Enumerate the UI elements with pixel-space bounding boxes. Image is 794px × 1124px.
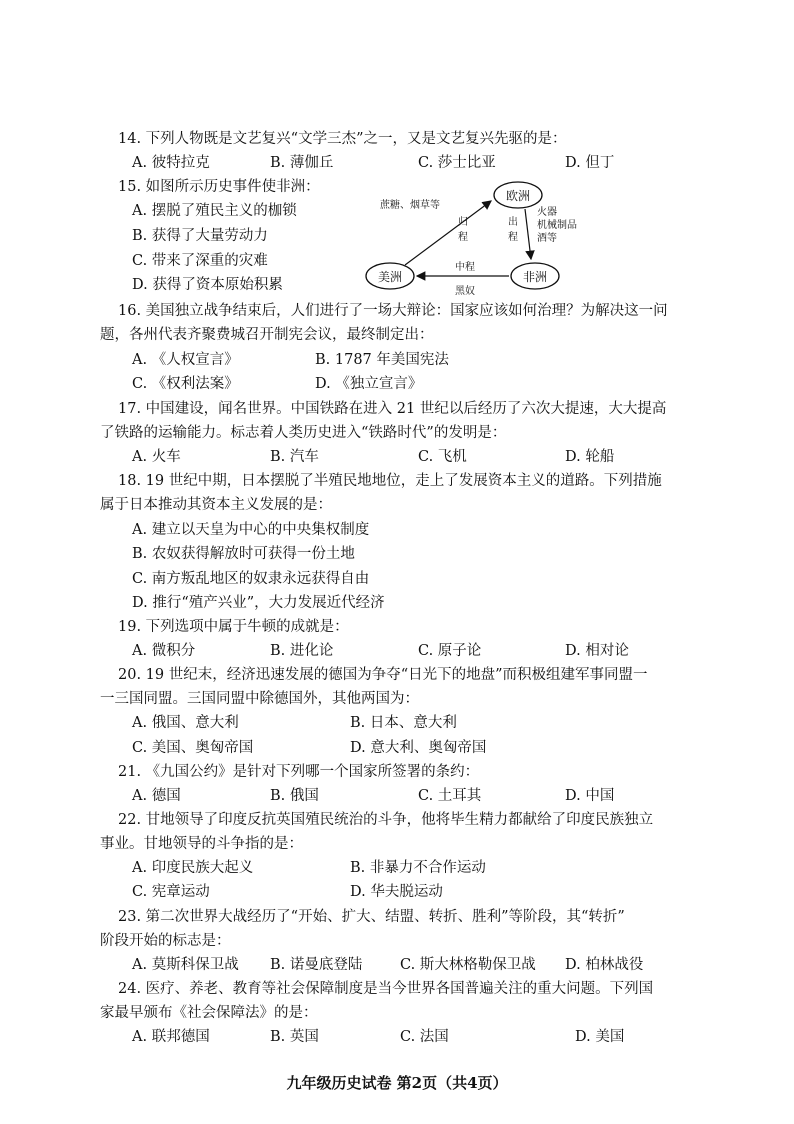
page-footer: 九年级历史试卷 第2页（共4页）: [286, 1074, 508, 1092]
question-21-option-a: A. 德国: [132, 788, 181, 804]
question-16-stem-line1: 16. 美国独立战争结束后，人们进行了一场大辩论：国家应该如何治理？为解决这一问: [118, 303, 668, 319]
question-15-stem: 15. 如图所示历史事件使非洲：: [118, 179, 320, 195]
europe-label: 欧洲: [505, 189, 531, 203]
question-22-option-d: D. 华夫脱运动: [350, 884, 443, 900]
question-14-option-d: D. 但丁: [565, 155, 615, 171]
question-24-stem-line1: 24. 医疗、养老、教育等社会保障制度是当今世界各国普遍关注的重大问题。下列国: [118, 981, 654, 997]
question-15-option-c: C. 带来了深重的灾难: [132, 253, 268, 269]
africa-label: 非洲: [522, 270, 548, 284]
label-sugar-tobacco: 蔗糖、烟草等: [380, 200, 440, 211]
question-20-option-b: B. 日本、意大利: [350, 715, 457, 731]
question-17-option-d: D. 轮船: [565, 449, 615, 465]
question-24-option-b: B. 英国: [270, 1029, 319, 1045]
label-middle-passage: 中程: [455, 262, 475, 273]
question-24-option-a: A. 联邦德国: [132, 1029, 210, 1045]
question-18-option-d: D. 推行“殖产兴业”，大力发展近代经济: [132, 595, 385, 611]
question-16-option-b: B. 1787 年美国宪法: [315, 352, 449, 368]
question-19-stem: 19. 下列选项中属于牛顿的成就是：: [118, 619, 349, 635]
question-21-stem: 21. 《九国公约》是针对下列哪一个国家所签署的条约：: [118, 764, 480, 780]
label-wine: 酒等: [537, 233, 557, 244]
question-21-option-b: B. 俄国: [270, 788, 319, 804]
question-17-option-c: C. 飞机: [418, 449, 467, 465]
question-19-option-a: A. 微积分: [132, 643, 196, 659]
question-18-stem-line2: 属于日本推动其资本主义发展的是：: [100, 497, 332, 513]
question-24-option-d: D. 美国: [575, 1029, 625, 1045]
question-14-option-a: A. 彼特拉克: [132, 155, 210, 171]
label-return-2: 程: [458, 232, 468, 243]
question-23-option-a: A. 莫斯科保卫战: [132, 957, 239, 973]
question-23-option-c: C. 斯大林格勒保卫战: [400, 957, 536, 973]
question-18-option-b: B. 农奴获得解放时可获得一份土地: [132, 546, 355, 562]
question-22-stem-line1: 22. 甘地领导了印度反抗英国殖民统治的斗争，他将毕生精力都献给了印度民族独立: [118, 812, 654, 828]
question-23-option-b: B. 诺曼底登陆: [270, 957, 363, 973]
question-14-stem: 14. 下列人物既是文艺复兴“文学三杰”之一，又是文艺复兴先驱的是：: [118, 131, 567, 147]
label-firearms: 火器: [537, 207, 557, 218]
label-outward-1: 出: [508, 217, 518, 228]
label-return-1: 归: [458, 217, 468, 228]
question-15-option-b: B. 获得了大量劳动力: [132, 228, 268, 244]
america-label: 美洲: [377, 270, 403, 284]
question-20-option-d: D. 意大利、奥匈帝国: [350, 740, 487, 756]
question-15-option-d: D. 获得了资本原始积累: [132, 277, 283, 293]
question-20-stem-line1: 20. 19 世纪末，经济迅速发展的德国为争夺“日光下的地盘”而积极组建军事同盟一: [118, 667, 648, 683]
question-22-option-c: C. 宪章运动: [132, 884, 210, 900]
question-23-stem-line1: 23. 第二次世界大战经历了“开始、扩大、结盟、转折、胜利”等阶段，其“转折”: [118, 909, 625, 925]
question-17-option-a: A. 火车: [132, 449, 181, 465]
question-20-option-c: C. 美国、奥匈帝国: [132, 740, 254, 756]
question-21-option-c: C. 土耳其: [418, 788, 482, 804]
question-22-stem-line2: 事业。甘地领导的斗争指的是：: [100, 836, 303, 852]
question-18-stem-line1: 18. 19 世纪中期，日本摆脱了半殖民地地位，走上了发展资本主义的道路。下列措施: [118, 473, 662, 489]
question-18-option-c: C. 南方叛乱地区的奴隶永远获得自由: [132, 571, 370, 587]
outward-arrow: [525, 209, 531, 259]
question-16-stem-line2: 题，各州代表齐聚费城召开制宪会议，最终制定出：: [100, 327, 434, 343]
question-21-option-d: D. 中国: [565, 788, 615, 804]
question-16-option-c: C. 《权利法案》: [132, 376, 239, 392]
question-24-stem-line2: 家最早颁布《社会保障法》的是：: [100, 1005, 318, 1021]
question-14-option-b: B. 薄伽丘: [270, 155, 334, 171]
question-17-stem-line2: 了铁路的运输能力。标志着人类历史进入“铁路时代”的发明是：: [100, 425, 507, 441]
question-19-option-d: D. 相对论: [565, 643, 629, 659]
triangle-trade-diagram: [365, 173, 615, 298]
question-19-option-b: B. 进化论: [270, 643, 334, 659]
question-16-option-a: A. 《人权宣言》: [132, 352, 239, 368]
label-outward-2: 程: [508, 232, 518, 243]
question-14-option-c: C. 莎士比亚: [418, 155, 496, 171]
question-20-stem-line2: 一三国同盟。三国同盟中除德国外，其他两国为：: [100, 691, 419, 707]
question-17-stem-line1: 17. 中国建设，闻名世界。中国铁路在进入 21 世纪以后经历了六次大提速，大大提高: [118, 401, 667, 417]
label-slaves: 黑奴: [455, 286, 475, 297]
question-15-option-a: A. 摆脱了殖民主义的枷锁: [132, 203, 297, 219]
question-16-option-d: D. 《独立宣言》: [315, 376, 423, 392]
question-20-option-a: A. 俄国、意大利: [132, 715, 239, 731]
question-23-stem-line2: 阶段开始的标志是：: [100, 933, 231, 949]
question-22-option-a: A. 印度民族大起义: [132, 860, 254, 876]
question-18-option-a: A. 建立以天皇为中心的中央集权制度: [132, 522, 370, 538]
question-19-option-c: C. 原子论: [418, 643, 482, 659]
question-24-option-c: C. 法国: [400, 1029, 449, 1045]
label-manufactures: 机械制品: [537, 220, 577, 231]
question-17-option-b: B. 汽车: [270, 449, 319, 465]
question-23-option-d: D. 柏林战役: [565, 957, 644, 973]
question-22-option-b: B. 非暴力不合作运动: [350, 860, 486, 876]
